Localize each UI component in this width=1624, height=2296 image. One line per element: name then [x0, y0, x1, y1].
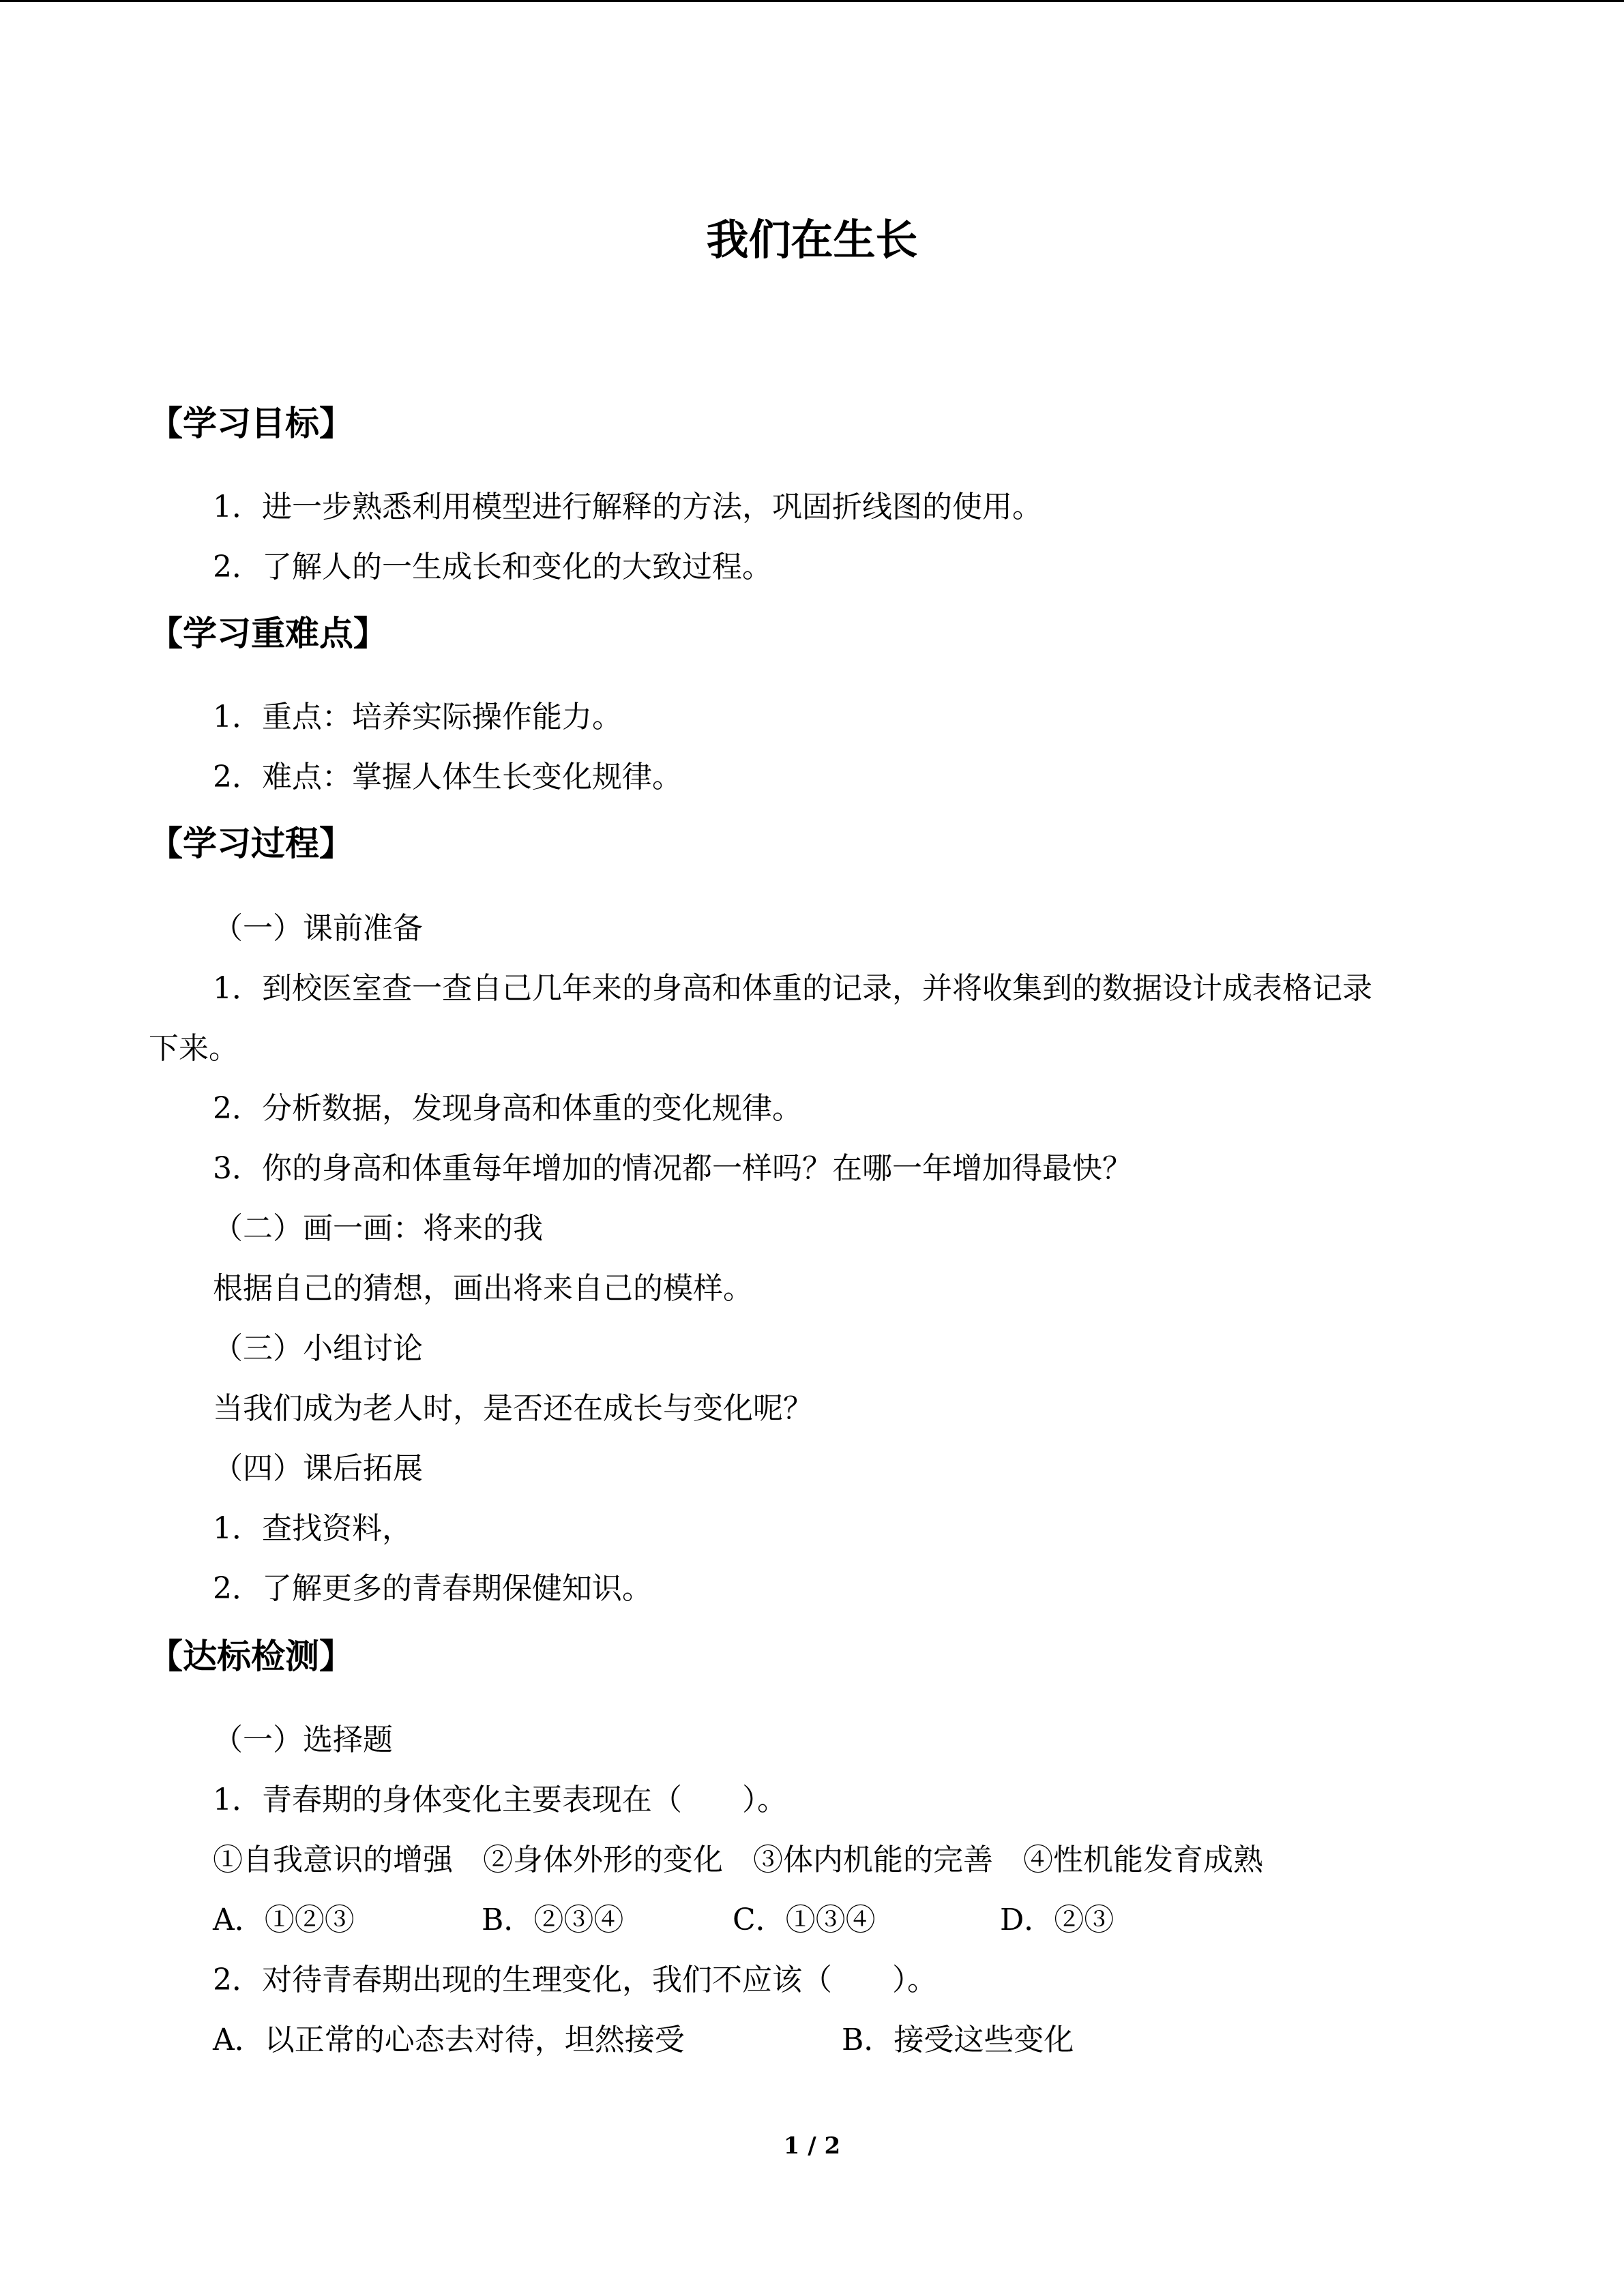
objective-item-2: 2．了解人的一生成长和变化的大致过程。	[213, 550, 772, 584]
test-part1-title: （一）选择题	[213, 1723, 393, 1757]
process-part1-title: （一）课前准备	[213, 911, 423, 946]
key-point-item-2: 2．难点：掌握人体生长变化规律。	[213, 760, 682, 794]
process-part4-title: （四）课后拓展	[213, 1451, 423, 1486]
page-title: 我们在生长	[706, 215, 918, 265]
question-1-option-d: D．②③	[1000, 1903, 1114, 1937]
top-border-line	[0, 0, 1624, 2]
section-heading-test: 【达标检测】	[149, 1637, 353, 1676]
question-1: 1．青春期的身体变化主要表现在（ ）。	[213, 1783, 787, 1817]
process-part4-item1: 1．查找资料，	[213, 1511, 412, 1546]
question-2-option-a: A．以正常的心态去对待，坦然接受	[213, 2023, 685, 2057]
section-heading-process: 【学习过程】	[149, 824, 353, 863]
process-part2-title: （二）画一画：将来的我	[213, 1211, 543, 1246]
question-1-statements: ①自我意识的增强 ②身体外形的变化 ③体内机能的完善 ④性机能发育成熟	[213, 1843, 1263, 1877]
page-number: 1 / 2	[783, 2132, 841, 2160]
process-part1-item1-line1: 1．到校医室查一查自己几年来的身高和体重的记录，并将收集到的数据设计成表格记录	[213, 971, 1372, 1006]
key-point-item-1: 1．重点：培养实际操作能力。	[213, 700, 622, 734]
objective-item-1: 1．进一步熟悉利用模型进行解释的方法，巩固折线图的使用。	[213, 490, 1042, 524]
question-2: 2．对待青春期出现的生理变化，我们不应该（ ）。	[213, 1963, 937, 1997]
process-part1-item1-line2: 下来。	[149, 1031, 239, 1066]
question-1-option-a: A．①②③	[213, 1903, 355, 1937]
process-part1-item3: 3．你的身高和体重每年增加的情况都一样吗？在哪一年增加得最快？	[213, 1151, 1132, 1186]
process-part3-title: （三）小组讨论	[213, 1331, 423, 1366]
process-part3-text: 当我们成为老人时，是否还在成长与变化呢？	[213, 1391, 813, 1426]
question-1-option-c: C．①③④	[733, 1903, 876, 1937]
question-2-option-b: B．接受这些变化	[842, 2023, 1074, 2057]
question-1-option-b: B．②③④	[482, 1903, 624, 1937]
process-part1-item2: 2．分析数据，发现身高和体重的变化规律。	[213, 1091, 802, 1126]
process-part4-item2: 2．了解更多的青春期保健知识。	[213, 1571, 652, 1606]
section-heading-objectives: 【学习目标】	[149, 404, 353, 443]
process-part2-text: 根据自己的猜想，画出将来自己的模样。	[213, 1271, 753, 1306]
section-heading-key-points: 【学习重难点】	[149, 614, 387, 653]
